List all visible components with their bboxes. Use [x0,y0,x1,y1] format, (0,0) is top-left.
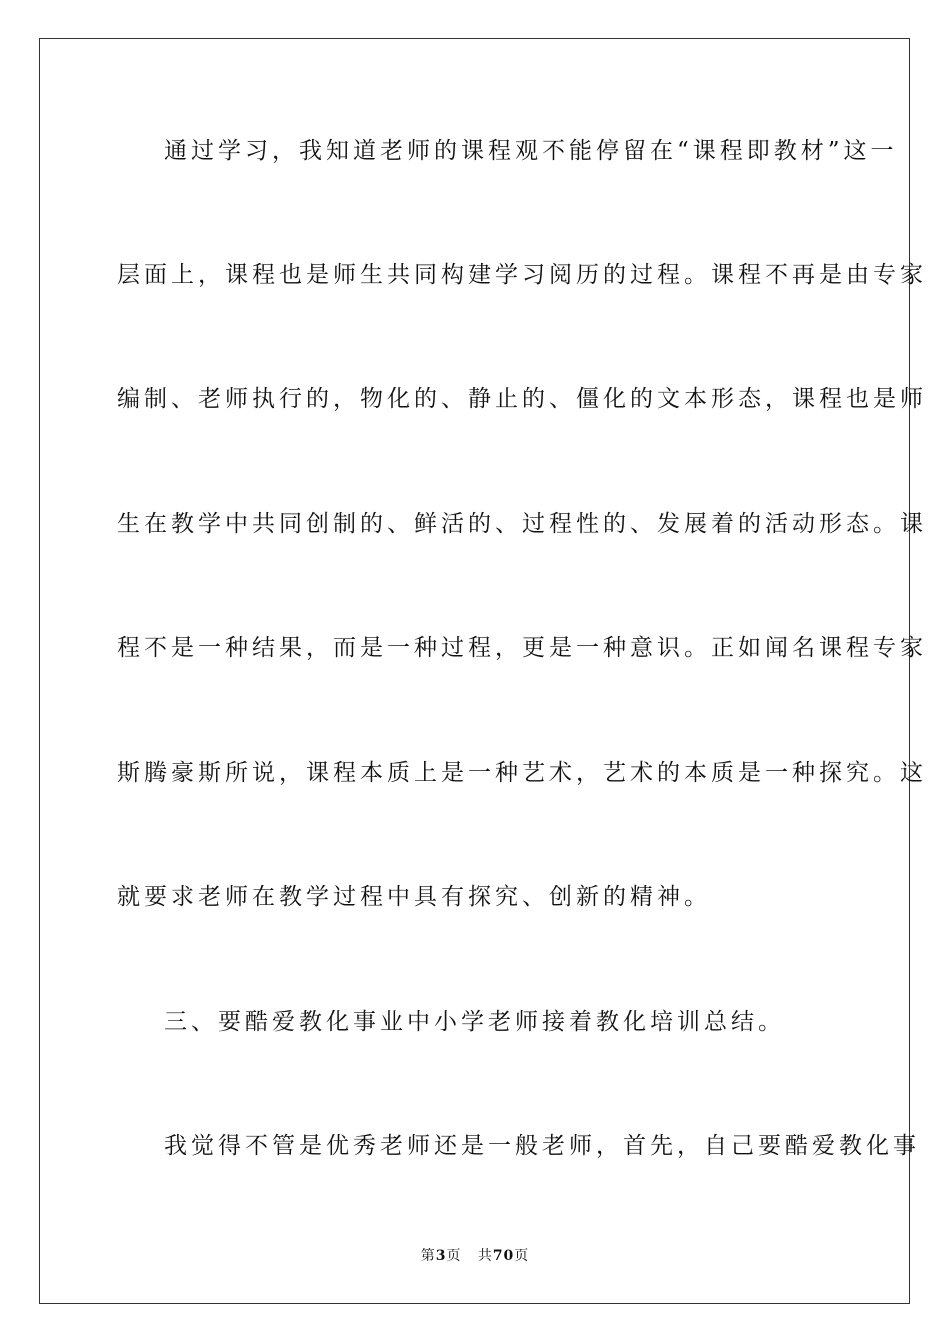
page-prefix: 第 [420,1248,436,1264]
paragraph-line-9: 我觉得不管是优秀老师还是一般老师，首先，自己要酷爱教化事 [164,1133,920,1159]
total-pages: 70 [492,1248,515,1264]
section-heading-three: 三、要酷爱教化事业中小学老师接着教化培训总结。 [164,1009,785,1035]
paragraph-line-7: 就要求老师在教学过程中具有探究、创新的精神。 [117,884,711,910]
page-border [39,38,910,1304]
paragraph-line-1: 通过学习，我知道老师的课程观不能停留在“课程即教材”这一 [164,138,898,164]
paragraph-line-5: 程不是一种结果，而是一种过程，更是一种意识。正如闻名课程专家 [117,635,927,661]
total-prefix: 共 [477,1248,493,1264]
page-number: 3 [435,1248,447,1264]
paragraph-line-2: 层面上，课程也是师生共同构建学习阅历的过程。课程不再是由专家 [117,262,927,288]
total-suffix: 页 [514,1248,530,1264]
page-footer [0,1246,950,1266]
page-suffix: 页 [446,1248,462,1264]
paragraph-line-4: 生在教学中共同创制的、鲜活的、过程性的、发展着的活动形态。课 [117,511,927,537]
paragraph-line-3: 编制、老师执行的，物化的、静止的、僵化的文本形态，课程也是师 [117,386,927,412]
paragraph-line-6: 斯腾豪斯所说，课程本质上是一种艺术，艺术的本质是一种探究。这 [117,760,927,786]
